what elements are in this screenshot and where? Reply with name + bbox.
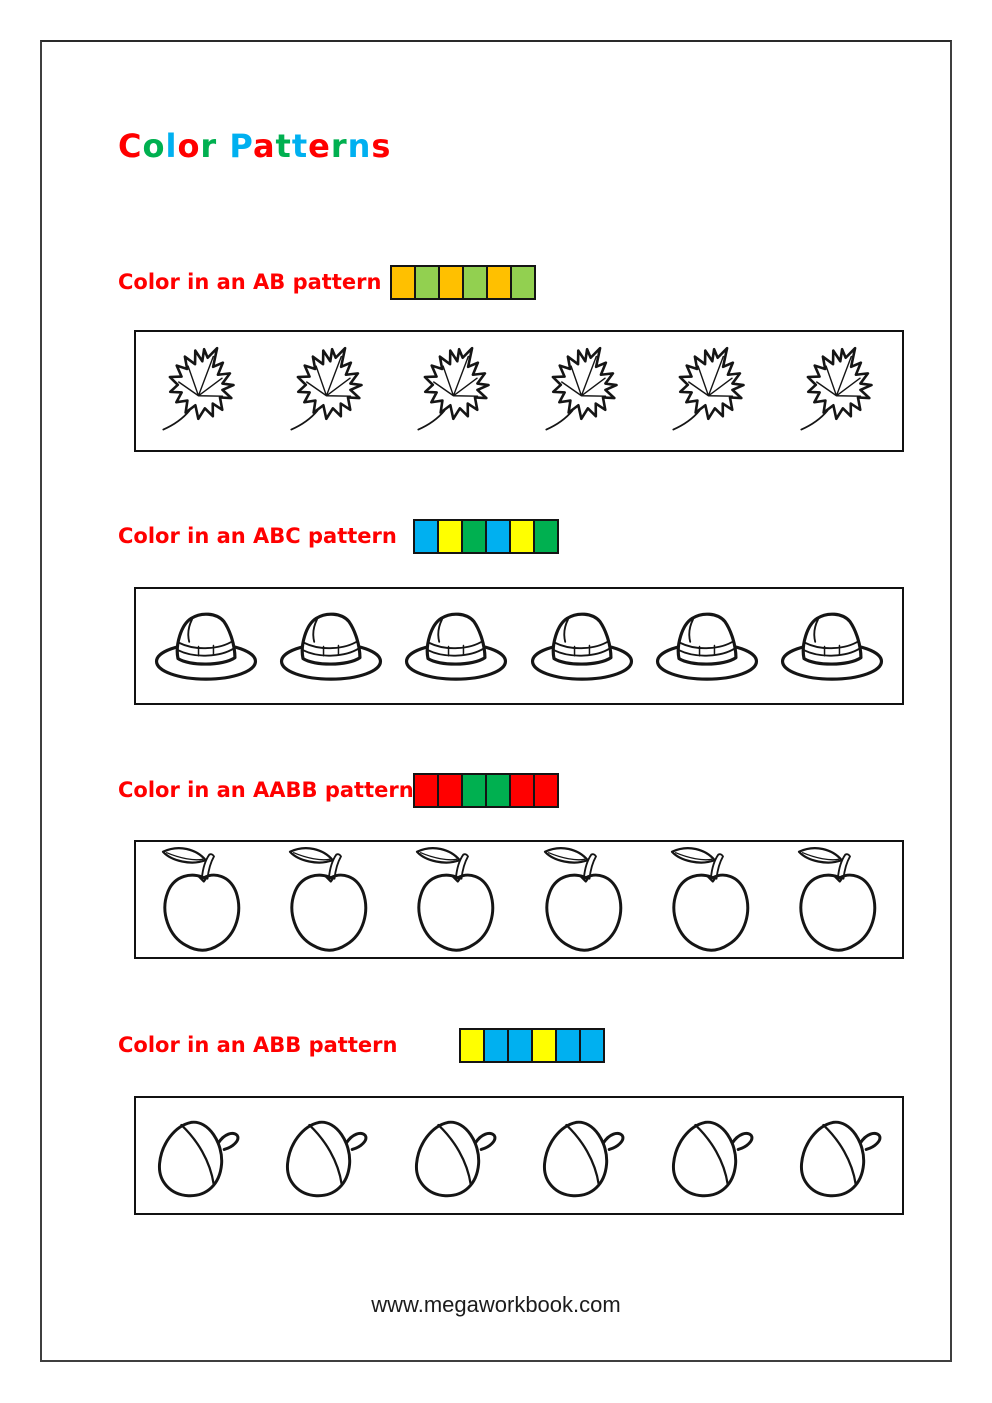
pattern-strip-abb <box>459 1028 605 1063</box>
acorn-icon <box>278 1110 374 1202</box>
pattern-square <box>507 1030 531 1061</box>
acorn-icon <box>664 1110 760 1202</box>
title-letter: t <box>275 127 292 165</box>
hat-icon <box>400 604 512 688</box>
pattern-square <box>533 775 557 806</box>
pattern-square <box>415 775 437 806</box>
pattern-square <box>415 521 437 552</box>
title-letter: r <box>200 127 218 165</box>
title-letter: n <box>347 127 372 165</box>
section-label-aabb: Color in an AABB pattern <box>118 778 414 802</box>
pattern-square <box>461 521 485 552</box>
title-letter: o <box>177 127 201 165</box>
title-letter: t <box>291 127 309 165</box>
title-letter: r <box>330 127 348 165</box>
title-letter: P <box>229 127 253 165</box>
pattern-square <box>461 1030 483 1061</box>
page-frame <box>40 40 952 1362</box>
acorn-icon <box>407 1110 503 1202</box>
footer-url: www.megaworkbook.com <box>371 1292 621 1317</box>
title-letter: o <box>142 127 166 165</box>
pattern-square <box>438 267 462 298</box>
pattern-strip-aabb <box>413 773 559 808</box>
maple-leaf-icon <box>405 339 505 443</box>
maple-leaf-icon <box>788 339 888 443</box>
maple-leaf-icon <box>150 339 250 443</box>
section-label-ab: Color in an AB pattern <box>118 270 382 294</box>
hat-icon <box>150 604 262 688</box>
items-box-leaves <box>134 330 904 452</box>
title-letter: e <box>308 127 331 165</box>
pattern-strip-abc <box>413 519 559 554</box>
acorn-icon <box>792 1110 888 1202</box>
pattern-square <box>392 267 414 298</box>
pattern-square <box>485 521 509 552</box>
pattern-square <box>461 775 485 806</box>
apple-icon <box>277 844 379 956</box>
pattern-square <box>510 267 534 298</box>
items-box-acorns <box>134 1096 904 1215</box>
pattern-square <box>509 521 533 552</box>
pattern-square <box>483 1030 507 1061</box>
maple-leaf-icon <box>278 339 378 443</box>
pattern-square <box>462 267 486 298</box>
pattern-square <box>555 1030 579 1061</box>
pattern-square <box>437 521 461 552</box>
title-letter <box>217 127 229 165</box>
pattern-square <box>485 775 509 806</box>
items-box-apples <box>134 840 904 959</box>
pattern-square <box>486 267 510 298</box>
section-label-abb: Color in an ABB pattern <box>118 1033 398 1057</box>
hat-icon <box>651 604 763 688</box>
apple-icon <box>404 844 506 956</box>
section-label-abc: Color in an ABC pattern <box>118 524 397 548</box>
hat-icon <box>526 604 638 688</box>
title-letter: l <box>165 127 178 165</box>
acorn-icon <box>535 1110 631 1202</box>
pattern-square <box>509 775 533 806</box>
maple-leaf-icon <box>660 339 760 443</box>
apple-icon <box>150 844 252 956</box>
hat-icon <box>776 604 888 688</box>
pattern-square <box>437 775 461 806</box>
apple-icon <box>659 844 761 956</box>
apple-icon <box>786 844 888 956</box>
acorn-icon <box>150 1110 246 1202</box>
pattern-square <box>531 1030 555 1061</box>
page-title <box>118 126 391 166</box>
pattern-square <box>579 1030 603 1061</box>
title-letter: C <box>118 127 143 165</box>
pattern-square <box>414 267 438 298</box>
hat-icon <box>275 604 387 688</box>
title-letter: s <box>371 127 392 165</box>
items-box-hats <box>134 587 904 705</box>
pattern-square <box>533 521 557 552</box>
title-letter: a <box>252 127 276 165</box>
pattern-strip-ab <box>390 265 536 300</box>
maple-leaf-icon <box>533 339 633 443</box>
apple-icon <box>532 844 634 956</box>
